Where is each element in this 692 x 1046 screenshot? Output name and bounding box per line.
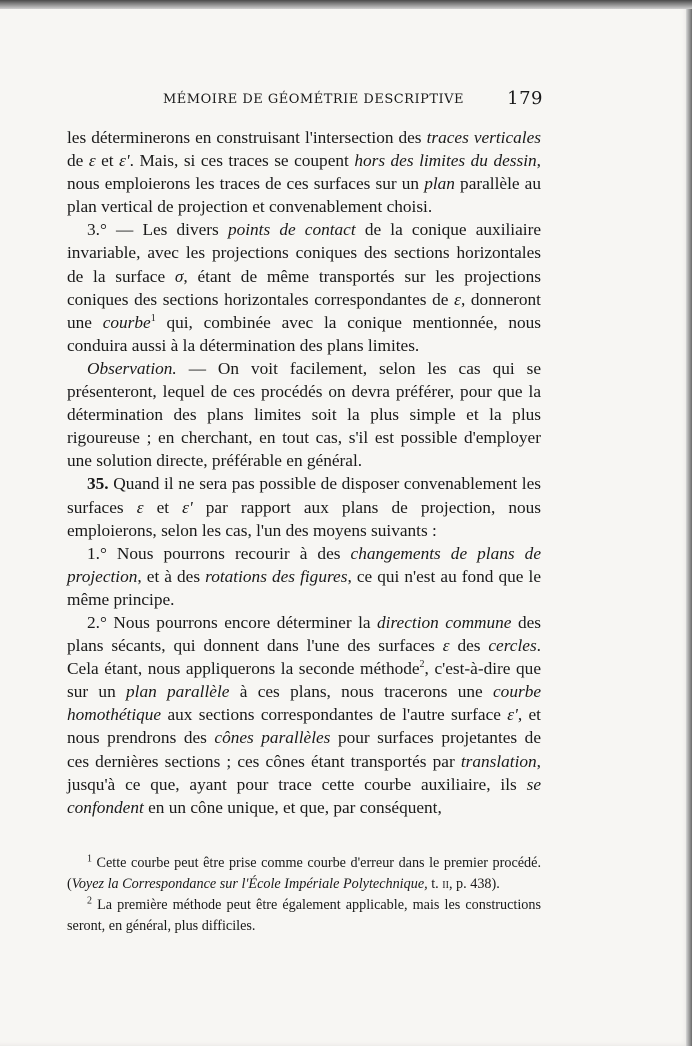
paragraph-observation: Observation. — On voit facilement, selon les cas qui se présenteront, lequel de ces procédés on devra préférer, pour que la détermination des plans limites soit la plus simple et la plus rigoureuse ; en cherchant, en tout cas, s'il est possible d'employer une solution directe, préférable en général. (67, 358, 541, 471)
paragraph-2: 3.° — Les divers points de contact de la conique auxiliaire invariable, avec les projections coniques des sections horizontales de la surface σ, étant de même transportés sur les projections coniques des sections horizontales correspondantes de ɛ, donneront une courbe$^1$ qui, combinée avec la conique mentionnée, nous conduira aussi à la détermination des plans limites. (67, 220, 542, 355)
footnote-ref-2: 2 (419, 659, 425, 671)
footnotes (67, 853, 541, 937)
footnote-1: $^1$ Cette courbe peut être prise comme courbe d'erreur dans le premier procédé. (Voyez la Correspondance sur l'École Impériale Polytechnique, t. ii, p. 438). (67, 853, 541, 892)
page-number: 179 (507, 88, 543, 109)
footnote-ref-1: 1 (150, 312, 156, 324)
main-text (67, 126, 541, 819)
paragraph-35: 35. Quand il ne sera pas possible de disposer convenablement les surfaces ɛ et ɛ' par rapport aux plans de projection, nous emploierons, selon les cas, l'un des moyens suivants : (67, 474, 541, 540)
running-title: MÉMOIRE DE GÉOMÉTRIE DESCRIPTIVE (163, 92, 465, 107)
paragraph-item-1: 1.° Nous pourrons recourir à des changements de plans de projection, et à des rotations des figures, ce qui n'est au fond que le même principe. (67, 543, 541, 609)
paragraph-item-2: 2.° Nous pourrons encore déterminer la direction commune des plans sécants, qui donnent dans l'une des surfaces ɛ des cercles. Cela étant, nous appliquerons la seconde méthode$^2$, c'est-à-dire que sur un plan parallèle à ces plans, nous tracerons une courbe homothétique aux sections correspondantes de l'autre surface ɛ', et nous prendrons des cônes parallèles pour surfaces projetantes de ces dernières sections ; ces cônes étant transportés par translation, jusqu'à ce que, ayant pour trace cette courbe auxiliaire, ils se confondent en un cône unique, et que, par conséquent, (67, 612, 542, 817)
footnote-2: $^2$ La première méthode peut être également applicable, mais les constructions seront, en général, plus difficiles. (67, 895, 541, 934)
paragraph-1: les déterminerons en construisant l'intersection des traces verticales de ɛ et ɛ'. Mais, si ces traces se coupent hors des limites du dessin, nous emploierons les traces de ces surfaces sur un plan parallèle au plan vertical de projection et convenablement choisi. (67, 128, 541, 217)
